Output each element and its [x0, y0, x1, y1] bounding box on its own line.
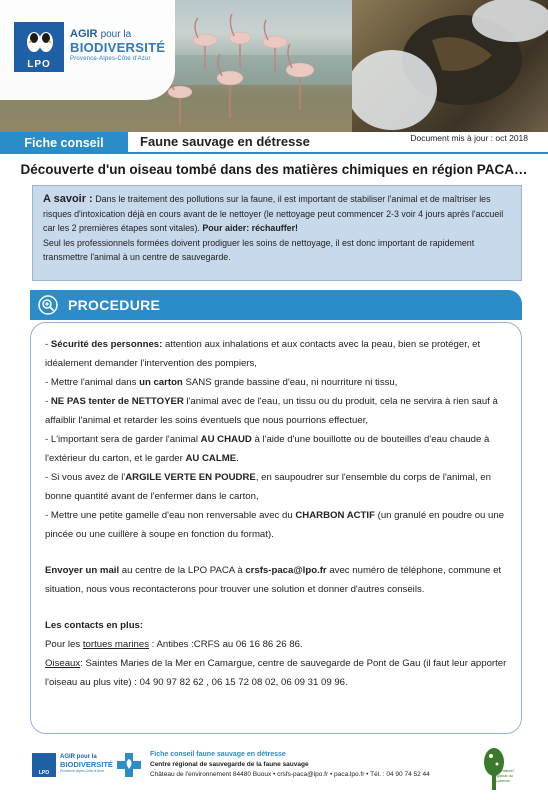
contacts-heading-text: Les contacts en plus:: [45, 620, 144, 631]
oiled-bird-photo: [352, 0, 548, 132]
header-banner: [0, 0, 548, 132]
care-cross-icon: [116, 752, 142, 778]
footer-region-text: Provence-Alpes-Côte d'Azur: [60, 769, 105, 773]
contact-turtles: [45, 635, 507, 654]
magnifier-icon: [38, 295, 58, 315]
procedure-body: [30, 322, 522, 734]
region-name: Provence-Alpes-Côte d'Azur: [70, 56, 151, 62]
footer-text: [150, 750, 480, 780]
info-lead: A savoir :: [43, 193, 93, 205]
step-bold: NE PAS tenter de NETTOYER: [50, 396, 184, 407]
procedure-step: [45, 392, 507, 430]
contact-prefix: Pour les: [45, 639, 83, 650]
page-title: Découverte d'un oiseau tombé dans des matières chimiques en région PACA…: [20, 162, 528, 177]
step-prefix: - Mettre l'animal dans: [45, 377, 140, 388]
step-prefix: - L'important sera de garder l'animal: [45, 434, 201, 445]
mail-text: au centre de la LPO PACA à: [119, 565, 246, 576]
footer-line-1: Fiche conseil faune sauvage en détresse: [150, 751, 286, 758]
mail-bold: Envoyer un mail: [45, 565, 120, 576]
title-band: [0, 132, 548, 154]
step-bold: ARGILE VERTE EN POUDRE: [125, 472, 256, 483]
step-prefix: - Si vous avez de l': [45, 472, 126, 483]
step-prefix: -: [45, 339, 51, 350]
band-title: Faune sauvage en détresse: [140, 134, 310, 149]
lpo-logo-text: LPO: [27, 59, 51, 70]
biodiversite-word: BIODIVERSITÉ: [70, 40, 166, 55]
agir-word: AGIR: [70, 28, 98, 40]
birds-label: Oiseaux: [45, 658, 81, 669]
info-text-1: Dans le traitement des pollutions sur la faune, il est important de stabiliser l'animal et de maîtriser les risques d'intoxication déjà en cours avant de le nettoyer (le nettoyage peut commencer 2-3 voir 4 jours après l'accueil car les 2 premières étapes sont vitales).: [43, 194, 504, 233]
contact-birds: [45, 654, 507, 692]
parc-luberon-text: Parc naturel régional du Luberon: [492, 768, 514, 783]
contact-text: : Saintes Maries de la Mer en Camargue, centre de sauvegarde de Pont de Gau (il faut leur apporter l'oiseau au plus vite) : 04 90 97 82 62 , 06 15 72 08 02, 06 09 31 09 96.: [45, 658, 507, 688]
procedure-step: [45, 468, 507, 506]
mail-text: avec numéro de téléphone, commune et situation, nous vous recontacterons pour trouver une solution et donner d'autres conseils.: [45, 565, 502, 595]
info-text-2: Seul les professionnels formées doivent prodiguer les soins de nettoyage, il est donc important de rapidement transmettre l'animal à un centre de sauvegarde.: [43, 237, 475, 262]
lpo-logo: [14, 22, 64, 72]
contacts-heading: [45, 616, 507, 635]
step-text: .: [236, 453, 239, 464]
spacer: [45, 599, 507, 616]
fiche-conseil-tab: Fiche conseil: [0, 132, 128, 154]
step-bold: CHARBON ACTIF: [295, 510, 375, 521]
procedure-step: [45, 506, 507, 544]
info-bold: Pour aider: réchauffer!: [202, 223, 299, 233]
footer: [0, 738, 548, 800]
footer-lpo-logo: [32, 753, 56, 777]
turtles-label: tortues marines: [82, 639, 149, 650]
footer-line-3: Château de l'environnement 84480 Buoux • crsfs-paca@lpo.fr • paca.lpo.fr • Tél. : 04 90 74 52 44: [150, 771, 430, 778]
oiled-bird-illustration: [352, 0, 548, 132]
procedure-step: [45, 335, 507, 373]
agir-logo: [70, 28, 170, 62]
step-text: , en saupoudrer sur l'ensemble du corps de l'animal, en bonne quantité avant de l'enfermer dans le carton,: [45, 472, 491, 502]
puffin-icon: [22, 26, 56, 56]
step-prefix: -: [45, 396, 51, 407]
mail-paragraph: [45, 561, 507, 599]
step-bold: Sécurité des personnes:: [50, 339, 163, 350]
footer-lpo-text: LPO: [38, 770, 50, 776]
step-prefix: - Mettre une petite gamelle d'eau non renversable avec du: [45, 510, 296, 521]
band-divider: [128, 152, 548, 154]
step-text: SANS grande bassine d'eau, ni nourriture ni tissu,: [182, 377, 398, 388]
footer-agir-logo: [60, 754, 113, 774]
header-logo-panel: [0, 0, 175, 100]
step-text: (un granulé en poudre ou une pincée ou une cuillère à soupe en fonction du format).: [45, 510, 505, 540]
procedure-header: [30, 290, 522, 320]
mail-address: crsfs-paca@lpo.fr: [245, 565, 327, 576]
step-text: l'animal avec de l'eau, un tissu ou du produit, cela ne servira à rien sauf à affaiblir l'animal et retarder les soins éventuels que nous pourrions effectuer,: [45, 396, 498, 426]
footer-bio-text: BIODIVERSITÉ: [60, 760, 113, 769]
step-bold: AU CHAUD: [200, 434, 252, 445]
footer-line-2: Centre régional de sauvegarde de la faune sauvage: [150, 761, 309, 768]
procedure-title: PROCEDURE: [68, 297, 161, 313]
step-bold: un carton: [139, 377, 183, 388]
step-bold: AU CALME: [185, 453, 237, 464]
contact-text: : Antibes :CRFS au 06 16 86 26 86.: [149, 639, 303, 650]
step-text: à l'aide d'une bouillotte ou de bouteilles d'eau chaude à l'extérieur du carton, et le garder: [45, 434, 490, 464]
pour-la-word: pour la: [100, 29, 132, 40]
info-box: [32, 185, 522, 281]
footer-agir-text: AGIR pour la: [60, 754, 97, 760]
step-text: attention aux inhalations et aux contacts avec la peau, bien se protéger, et idéalement demander l'intervention des pompiers,: [45, 339, 481, 369]
info-paragraph: [43, 192, 511, 236]
update-date: Document mis à jour : oct 2018: [410, 133, 528, 143]
spacer: [45, 544, 507, 561]
procedure-step: [45, 373, 507, 392]
procedure-step: [45, 430, 507, 468]
